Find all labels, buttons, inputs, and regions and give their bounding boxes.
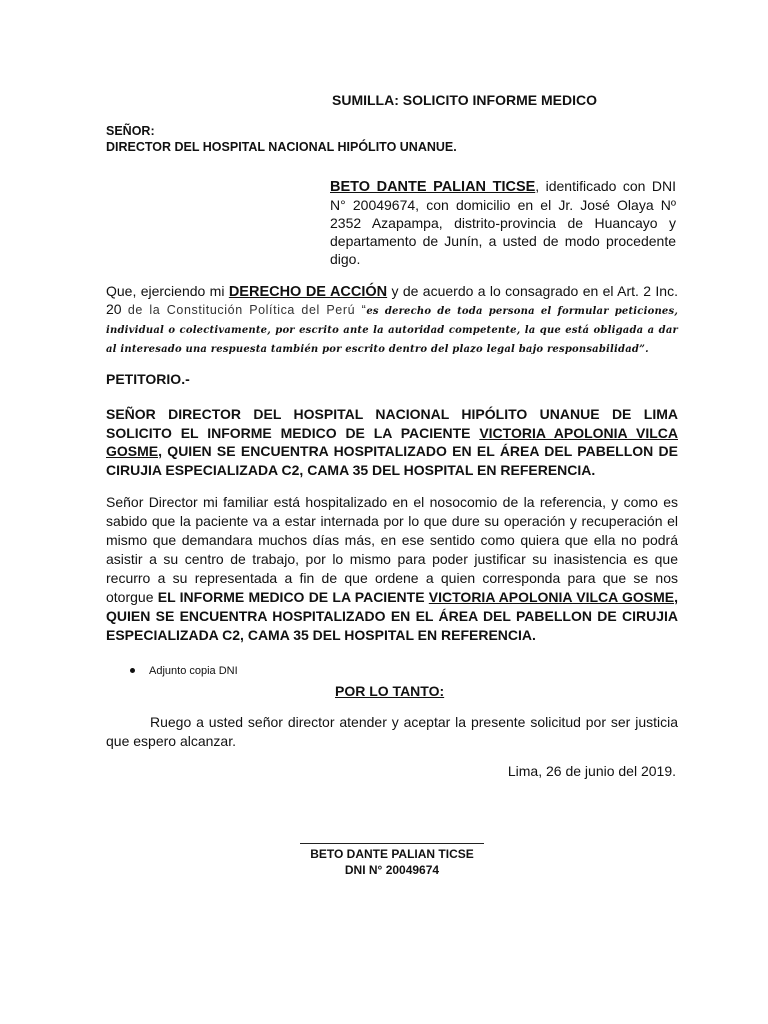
quote-end: ”. xyxy=(639,344,649,355)
main-bold-1: EL INFORME MEDICO DE LA PACIENTE xyxy=(157,589,429,605)
request-paragraph xyxy=(106,713,678,751)
main-bold-2: QUIEN SE ENCUENTRA HOSPITALIZADO EN EL ÁREA DEL PABELLON DE CIRUJIA ESPECIALIZADA C2, CAMA 35 DEL HOSPITAL EN REFERENCIA. xyxy=(106,608,678,643)
petitorio-part2: QUIEN SE ENCUENTRA HOSPITALIZADO EN EL ÁREA DEL PABELLON DE CIRUJIA ESPECIALIZADA C2, CAMA 35 DEL HOSPITAL EN REFERENCIA. xyxy=(106,443,678,478)
salutation: SEÑOR: xyxy=(106,124,155,138)
signature-line xyxy=(300,843,484,844)
main-patient-name: VICTORIA APOLONIA VILCA GOSME, xyxy=(428,589,679,605)
signature-name: BETO DANTE PALIAN TICSE xyxy=(310,847,474,861)
constitution-ref: de la Constitución Política del Perú “ xyxy=(127,303,367,317)
fundament-paragraph xyxy=(106,283,678,358)
constitution-quote: es derecho de toda persona el formular peticiones, individual o colectivamente, por escrito ante la autoridad competente, la que está obligada a dar al interesado una respuesta también por escrito dentro del plazo legal bajo responsabilidad xyxy=(106,306,679,355)
main-paragraph xyxy=(106,493,678,645)
fundament-lead: Que, ejerciendo mi xyxy=(106,283,229,299)
main-text: Señor Director mi familiar está hospitalizado en el nosocomio de la referencia, y como es sabido que la paciente va a estar internada por lo que dure su operación y recuperación el mismo que demandara muchos días más, en ese sentido como quiera que ella no podrá asistir a su centro de trabajo, por lo mismo para poder justificar su inasistencia es que recurro a su representada a fin de que ordene a quien corresponda para que se nos otorgue xyxy=(106,494,678,605)
addressee-director: DIRECTOR DEL HOSPITAL NACIONAL HIPÓLITO UNANUE. xyxy=(106,140,457,154)
right-of-action: DERECHO DE ACCIÓN xyxy=(228,284,388,300)
petitorio-part1: SEÑOR DIRECTOR DEL HOSPITAL NACIONAL HIPÓLITO UNANUE DE LIMA SOLICITO EL INFORME MEDICO DE LA PACIENTE xyxy=(106,406,678,441)
intro-text: , identificado con DNI N° 20049674, con domicilio en el Jr. José Olaya Nº 2352 Azapampa, distrito-provincia de Huancayo y departamento de Junín, a usted de modo procedente digo. xyxy=(330,178,676,267)
request-text: Ruego a usted señor director atender y aceptar la presente solicitud por ser justicia que espero alcanzar. xyxy=(106,714,678,749)
petitorio-body xyxy=(106,405,678,479)
por-lo-tanto-heading: POR LO TANTO: xyxy=(335,683,445,699)
intro-paragraph xyxy=(330,177,676,268)
sumilla-heading: SUMILLA: SOLICITO INFORME MEDICO xyxy=(332,92,597,108)
fundament-mid: y de acuerdo a lo consagrado en el Art. 2 Inc. 20 xyxy=(106,283,678,317)
applicant-name: BETO DANTE PALIAN TICSE xyxy=(330,179,536,195)
date-line: Lima, 26 de junio del 2019. xyxy=(507,763,676,779)
attachment-item xyxy=(130,665,238,677)
patient-name: VICTORIA APOLONIA VILCA GOSME, xyxy=(106,424,678,459)
signature-dni: DNI N° 20049674 xyxy=(344,863,440,877)
bullet-icon xyxy=(130,668,135,673)
petitorio-heading: PETITORIO.- xyxy=(106,371,190,387)
attachment-text: Adjunto copia DNI xyxy=(149,665,238,677)
